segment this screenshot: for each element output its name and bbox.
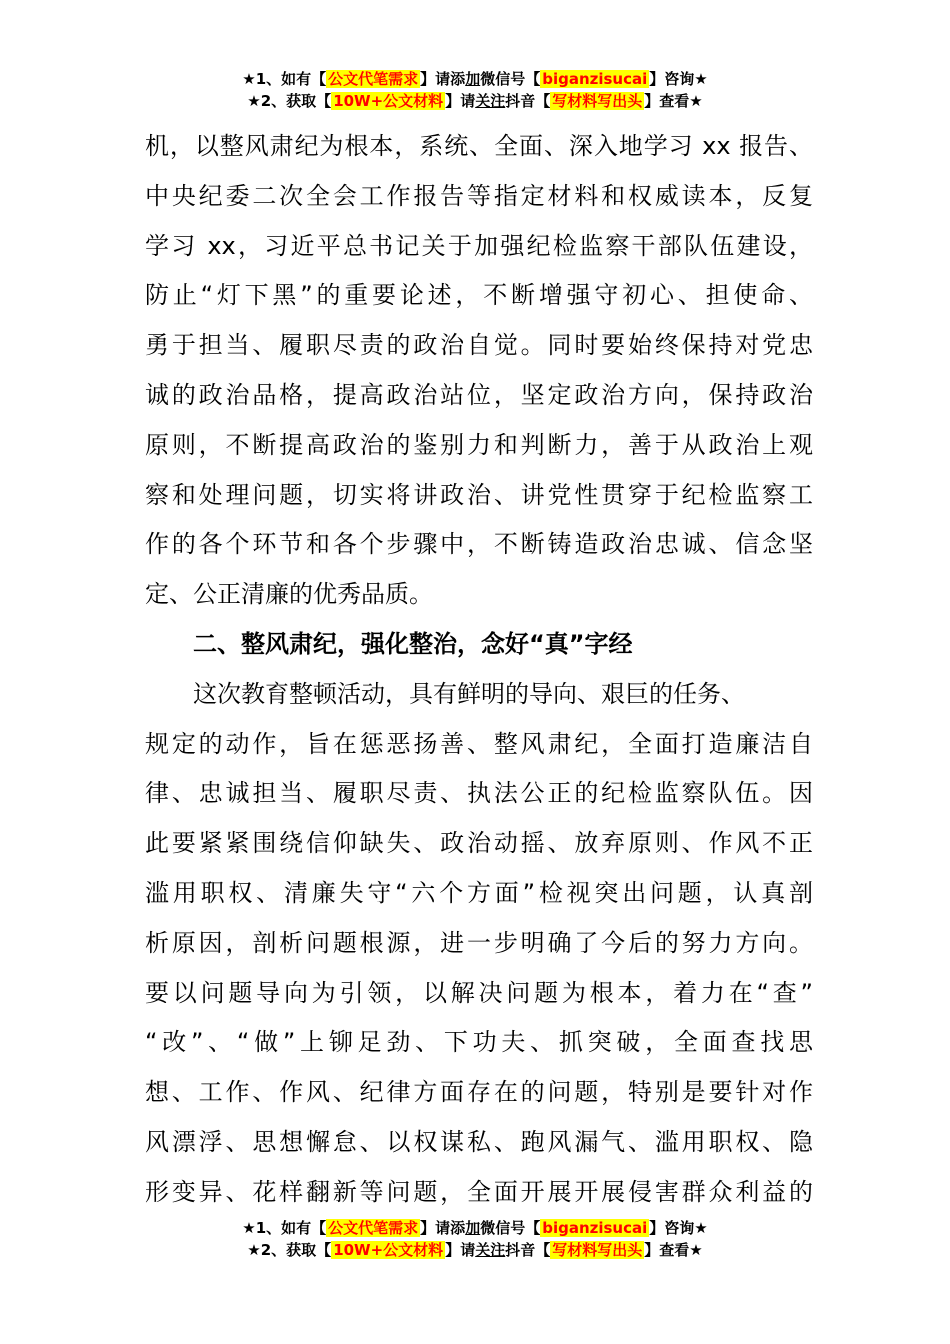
body-line: 风漂浮、思想懈怠、以权谋私、跑风漏气、滥用职权、隐	[145, 1127, 813, 1156]
banner-text: ★2、获取【	[247, 1241, 332, 1259]
body-line: 律、忠诚担当、履职尽责、执法公正的纪检监察队伍。因	[145, 779, 813, 808]
highlight-service: 公文代笔需求	[328, 1219, 419, 1237]
body-line: 原则，不断提高政治的鉴别力和判断力，善于从政治上观	[145, 430, 813, 459]
banner-text: ★1、如有【	[242, 70, 327, 88]
banner-text: 】请添	[420, 70, 466, 88]
body-line: 要以问题导向为引领，以解决问题为根本，着力在“查”	[145, 978, 813, 1007]
body-line: 勇于担当、履职尽责的政治自觉。同时要始终保持对党忠	[145, 331, 813, 360]
banner-text: ★1、如有【	[242, 1219, 327, 1237]
body-line: 此要紧紧围绕信仰缺失、政治动摇、放弃原则、作风不正	[145, 829, 813, 858]
body-line: 防止“灯下黑”的重要论述，不断增强守初心、担使命、	[145, 281, 813, 310]
banner-line-2	[0, 1239, 950, 1261]
banner-underlined: 关注	[475, 1241, 506, 1259]
banner-text: 微信号【	[480, 70, 541, 88]
body-line: 规定的动作，旨在惩恶扬善、整风肃纪，全面打造廉洁自	[145, 729, 813, 758]
section-heading: 二、整风肃纪，强化整治，念好“真”字经	[193, 629, 633, 658]
banner-text: 抖音【	[505, 92, 551, 110]
banner-line-2	[0, 90, 950, 112]
paragraph-first-line: 这次教育整顿活动，具有鲜明的导向、艰巨的任务、	[193, 679, 745, 708]
banner-text: 】查看★	[644, 92, 703, 110]
footer-banner	[0, 1217, 950, 1261]
header-banner	[0, 68, 950, 112]
body-line: 想、工作、作风、纪律方面存在的问题，特别是要针对作	[145, 1078, 813, 1107]
banner-text: 】咨询★	[649, 70, 708, 88]
body-line: 析原因，剖析问题根源，进一步明确了今后的努力方向。	[145, 928, 813, 957]
banner-text: 】咨询★	[649, 1219, 708, 1237]
highlight-service: 公文代笔需求	[328, 70, 419, 88]
banner-text: 抖音【	[505, 1241, 551, 1259]
banner-underlined: 加	[465, 1219, 481, 1237]
highlight-douyin: 写材料写出头	[552, 92, 643, 110]
body-line: “改”、“做”上铆足劲、下功夫、抓突破，全面查找思	[145, 1028, 813, 1057]
body-line: 机，以整风肃纪为根本，系统、全面、深入地学习 xx 报告、	[145, 132, 813, 160]
banner-underlined: 加	[465, 70, 481, 88]
body-line: 学习 xx，习近平总书记关于加强纪检监察干部队伍建设，	[145, 231, 813, 260]
banner-line-1	[0, 1217, 950, 1239]
body-line: 作的各个环节和各个步骤中，不断铸造政治忠诚、信念坚	[145, 530, 813, 559]
highlight-douyin: 写材料写出头	[552, 1241, 643, 1259]
banner-text: 微信号【	[480, 1219, 541, 1237]
body-line: 中央纪委二次全会工作报告等指定材料和权威读本，反复	[145, 181, 813, 210]
body-line: 察和处理问题，切实将讲政治、讲党性贯穿于纪检监察工	[145, 480, 813, 509]
body-line: 滥用职权、清廉失守“六个方面”检视突出问题，认真剖	[145, 878, 813, 907]
banner-text: 】查看★	[644, 1241, 703, 1259]
highlight-materials: 10W+公文材料	[333, 92, 444, 110]
highlight-wechat-id: biganzisucai	[542, 70, 648, 88]
banner-text: ★2、获取【	[247, 92, 332, 110]
banner-underlined: 关注	[475, 92, 506, 110]
document-body	[145, 122, 813, 1218]
highlight-materials: 10W+公文材料	[333, 1241, 444, 1259]
banner-line-1	[0, 68, 950, 90]
body-line: 形变异、花样翻新等问题，全面开展开展侵害群众利益的	[145, 1177, 813, 1206]
banner-text: 】请添	[420, 1219, 466, 1237]
highlight-wechat-id: biganzisucai	[542, 1219, 648, 1237]
body-line: 定、公正清廉的优秀品质。	[145, 580, 433, 609]
banner-text: 】请	[445, 1241, 476, 1259]
banner-text: 】请	[445, 92, 476, 110]
body-line: 诚的政治品格，提高政治站位，坚定政治方向，保持政治	[145, 380, 813, 409]
